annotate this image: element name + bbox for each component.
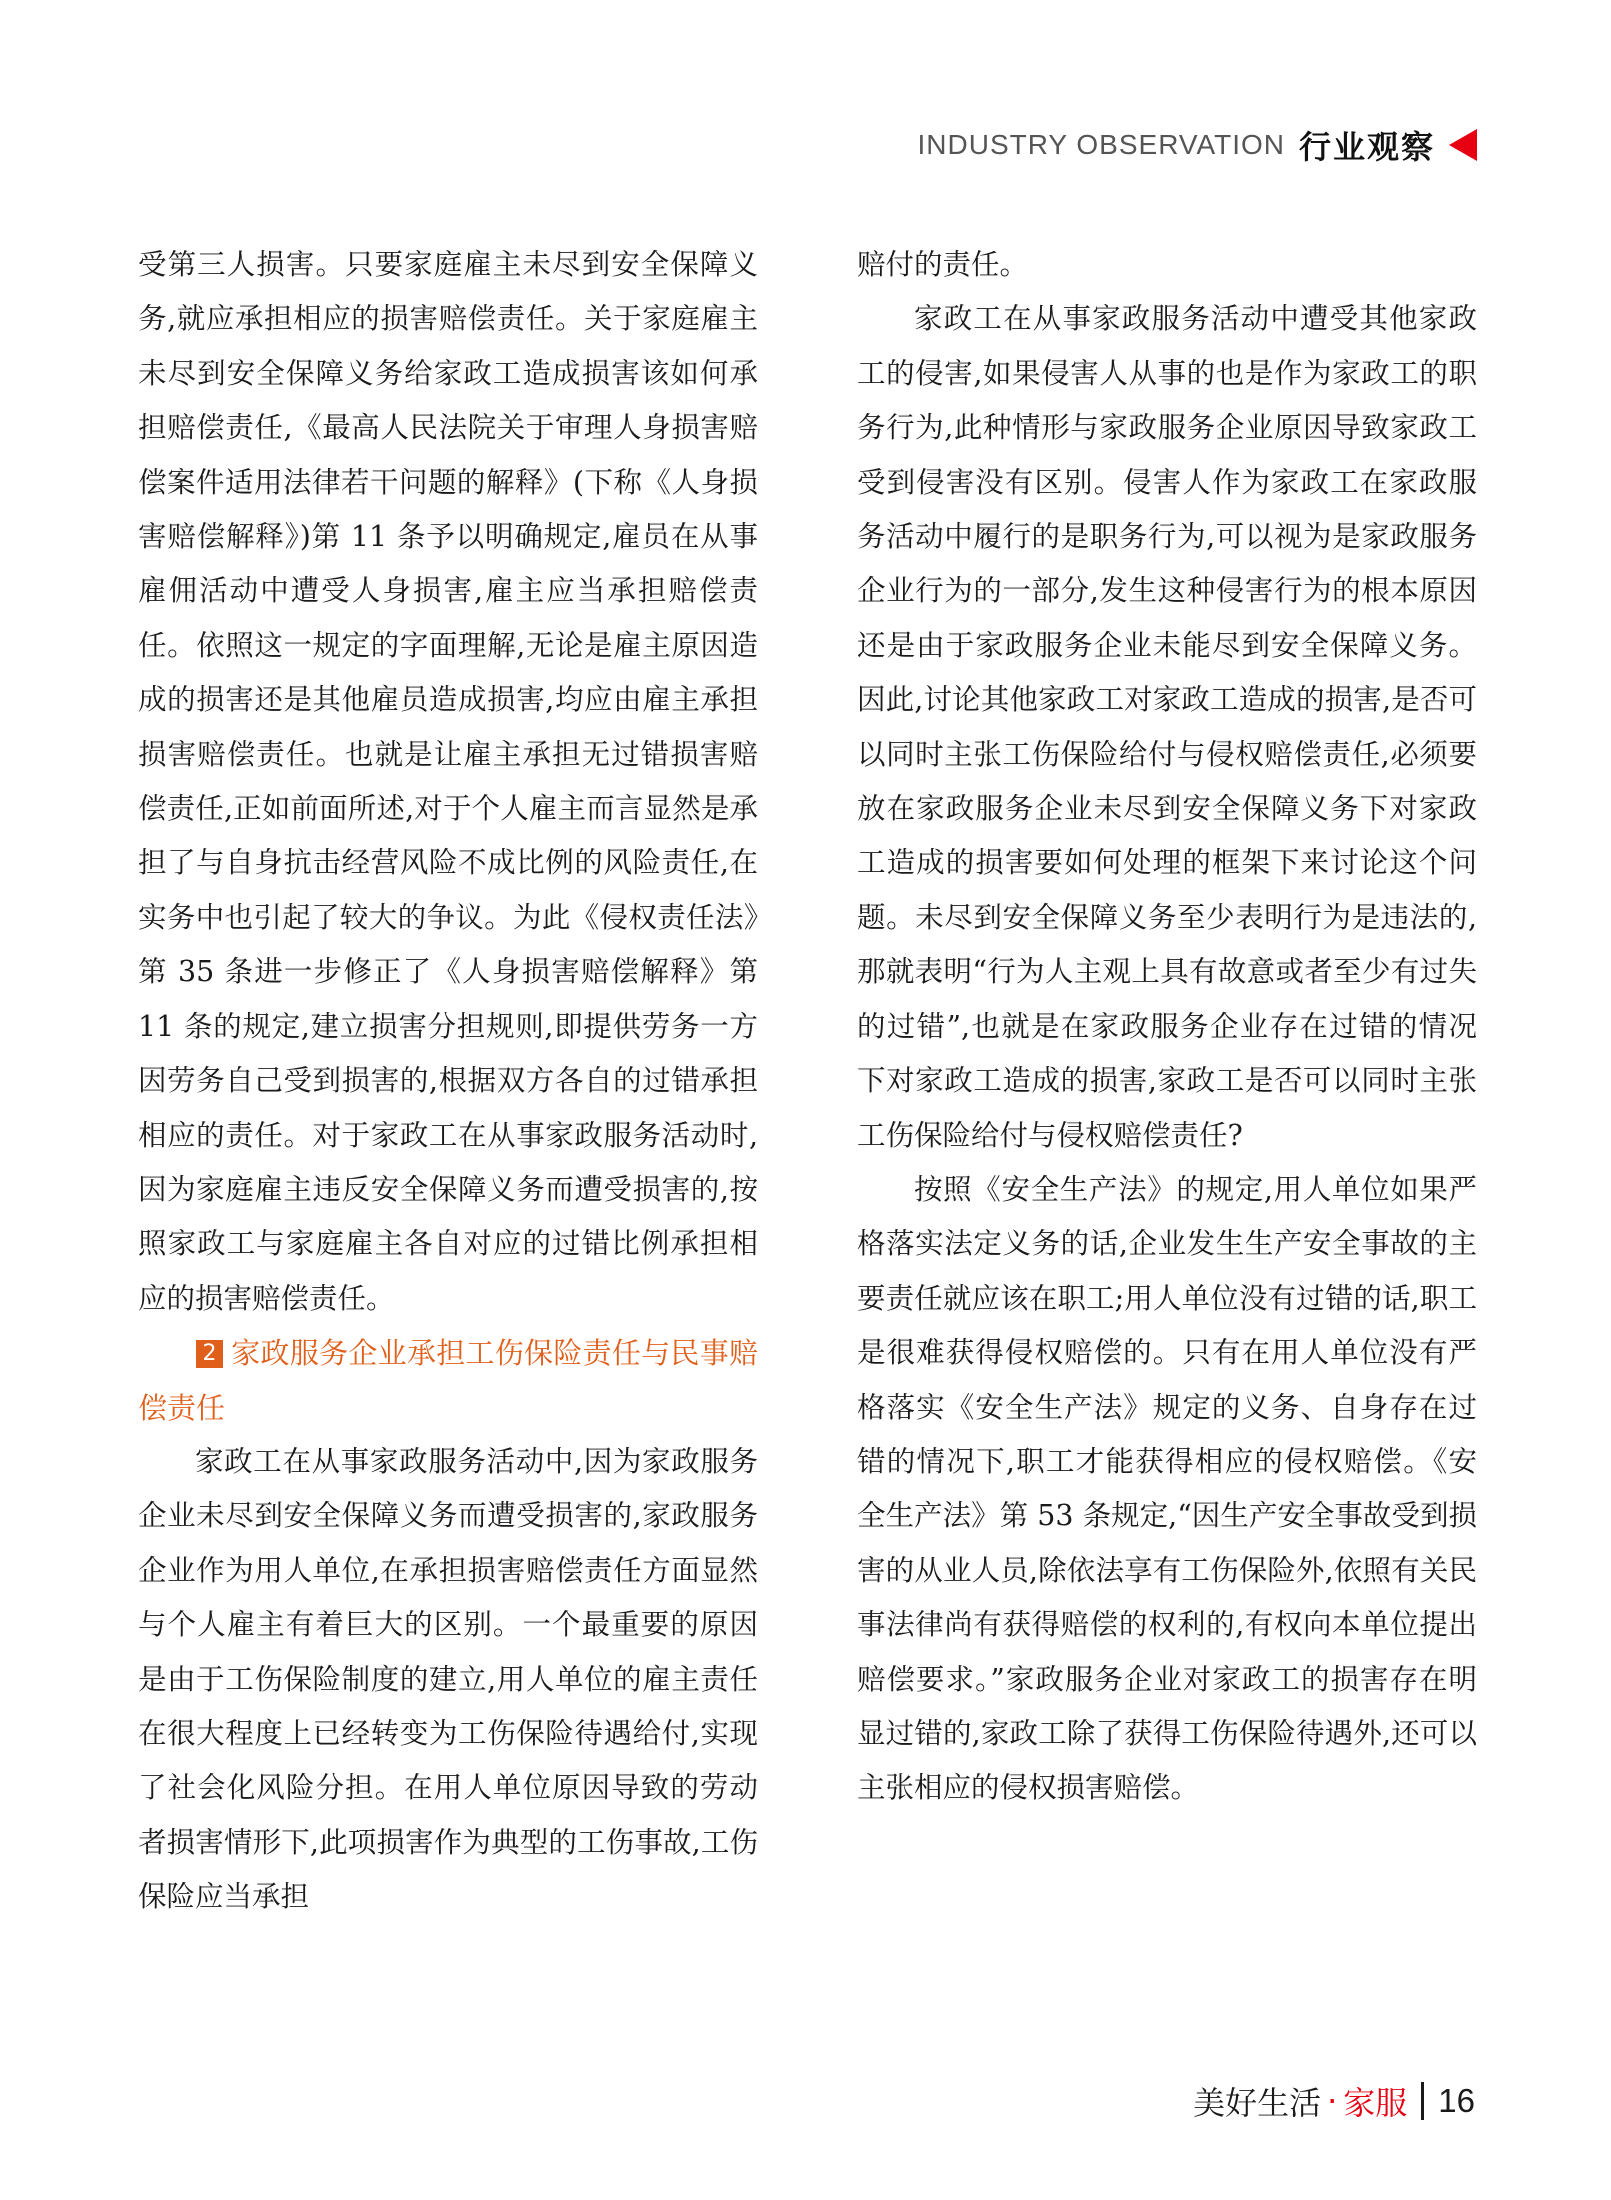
page-number: 16 [1438, 2082, 1475, 2119]
left-paragraph-2: 家政工在从事家政服务活动中,因为家政服务企业未尽到安全保障义务而遭受损害的,家政服务企业作为用人单位,在承担损害赔偿责任方面显然与个人雇主有着巨大的区别。一个最重要的原因是由于工伤保险制度的建立,用人单位的雇主责任在很大程度上已经转变为工伤保险待遇给付,实现了社会化风险分担。在用人单位原因导致的劳动者损害情形下,此项损害作为典型的工伤事故,工伤保险应当承担 [138, 1444, 758, 1914]
right-paragraph-2: 家政工在从事家政服务活动中遭受其他家政工的侵害,如果侵害人从事的也是作为家政工的职务行为,此种情形与家政服务企业原因导致家政工受到侵害没有区别。侵害人作为家政工在家政服务活动中履行的是职务行为,可以视为是家政服务企业行为的一部分,发生这种侵害行为的根本原因还是由于家政服务企业未能尽到安全保障义务。因此,讨论其他家政工对家政工造成的损害,是否可以同时主张工伤保险给付与侵权赔偿责任,必须要放在家政服务企业未尽到安全保障义务下对家政工造成的损害要如何处理的框架下来讨论这个问题。未尽到安全保障义务至少表明行为是违法的,那就表明“行为人主观上具有故意或者至少有过失的过错”,也就是在家政服务企业存在过错的情况下对家政工造成的损害,家政工是否可以同时主张工伤保险给付与侵权赔偿责任? [857, 302, 1477, 1152]
header-english-title: INDUSTRY OBSERVATION [917, 129, 1285, 160]
left-triangle-icon [1449, 129, 1477, 161]
left-paragraph-1: 受第三人损害。只要家庭雇主未尽到安全保障义务,就应承担相应的损害赔偿责任。关于家庭雇主未尽到安全保障义务给家政工造成损害该如何承担赔偿责任,《最高人民法院关于审理人身损害赔偿案件适用法律若干问题的解释》(下称《人身损害赔偿解释》)第 11 条予以明确规定,雇员在从事雇佣活动中遭受人身损害,雇主应当承担赔偿责任。依照这一规定的字面理解,无论是雇主原因造成的损害还是其他雇员造成损害,均应由雇主承担损害赔偿责任。也就是让雇主承担无过错损害赔偿责任,正如前面所述,对于个人雇主而言显然是承担了与自身抗击经营风险不成比例的风险责任,在实务中也引起了较大的争议。为此《侵权责任法》第 35 条进一步修正了《人身损害赔偿解释》第 11 条的规定,建立损害分担规则,即提供劳务一方因劳务自己受到损害的,根据双方各自的过错承担相应的责任。对于家政工在从事家政服务活动时,因为家庭雇主违反安全保障义务而遭受损害的,按照家政工与家庭雇主各自对应的过错比例承担相应的损害赔偿责任。 [138, 248, 758, 1315]
footer-brand: 美好生活 [1193, 2084, 1322, 2122]
footer-dot: · [1327, 2082, 1338, 2120]
right-paragraph-3: 按照《安全生产法》的规定,用人单位如果严格落实法定义务的话,企业发生生产安全事故的主要责任就应该在职工;用人单位没有过错的话,职工是很难获得侵权赔偿的。只有在用人单位没有严格落实《安全生产法》规定的义务、自身存在过错的情况下,职工才能获得相应的侵权赔偿。《安全生产法》第 53 条规定,“因生产安全事故受到损害的从业人员,除依法享有工伤保险外,依照有关民事法律尚有获得赔偿的权利的,有权向本单位提出赔偿要求。”家政服务企业对家政工的损害存在明显过错的,家政工除了获得工伤保险待遇外,还可以主张相应的侵权损害赔偿。 [857, 1172, 1477, 1805]
section-heading [138, 1326, 758, 1435]
footer-divider [1421, 2082, 1424, 2120]
header-chinese-title: 行业观察 [1298, 128, 1435, 166]
section-title: 家政服务企业承担工伤保险责任与民事赔偿责任 [138, 1336, 758, 1425]
page-footer [1193, 2078, 1475, 2124]
right-column [857, 238, 1477, 1816]
section-number-badge: 2 [196, 1340, 223, 1368]
footer-section: 家服 [1343, 2084, 1408, 2122]
left-column [138, 238, 758, 1925]
page-header [918, 122, 1478, 168]
right-paragraph-1: 赔付的责任。 [857, 248, 1029, 281]
